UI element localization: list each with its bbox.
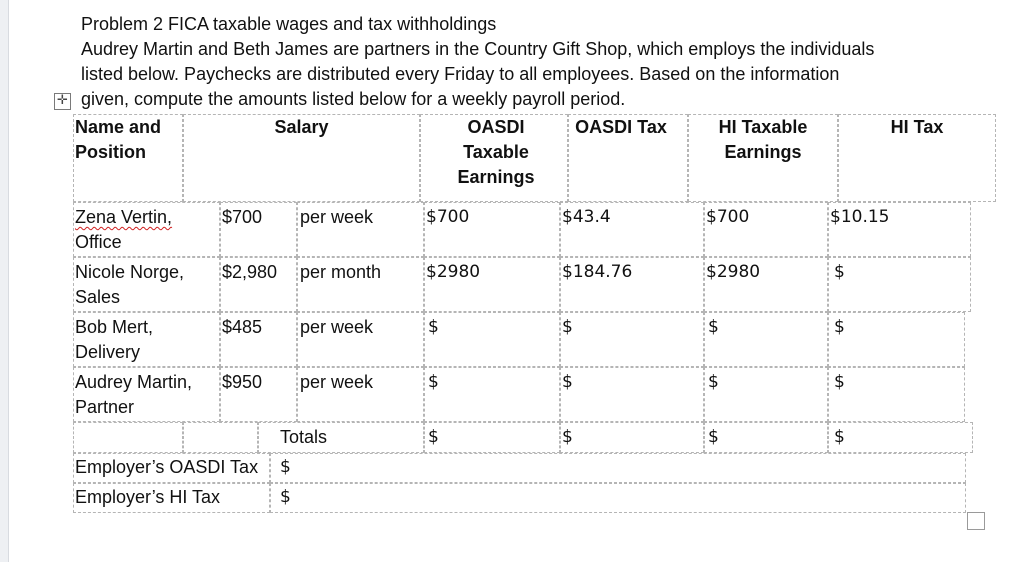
hi-taxable-value[interactable]: $: [708, 317, 719, 337]
employee-salary: $700: [222, 207, 263, 227]
employer-hi-label: Employer’s HI Tax: [75, 487, 221, 507]
employee-name: Audrey Martin,: [75, 372, 193, 392]
oasdi-tax-value[interactable]: $184.76: [562, 262, 633, 282]
hi-taxable-value[interactable]: $: [708, 372, 719, 392]
header-oasdi-taxable-line1: OASDI: [467, 117, 525, 137]
cell-totals-blank: [73, 422, 183, 453]
cell-oasdi-taxable: [424, 367, 560, 422]
page-left-margin: [0, 0, 9, 562]
table-move-icon[interactable]: ✛: [54, 93, 71, 110]
problem-text-line: Audrey Martin and Beth James are partners in the Country Gift Shop, which employs the individuals: [81, 39, 875, 59]
cell-total-oasdi-taxable: [424, 422, 560, 453]
cell-oasdi-tax: [560, 367, 704, 422]
employer-hi-value[interactable]: $: [280, 487, 291, 507]
employee-position: Office: [75, 232, 122, 252]
header-oasdi-taxable-line3: Earnings: [457, 167, 535, 187]
total-oasdi-taxable-value[interactable]: $: [428, 427, 439, 447]
cell-hi-tax: [828, 312, 965, 367]
oasdi-taxable-value[interactable]: $: [428, 317, 439, 337]
header-hi-tax: HI Tax: [890, 117, 944, 137]
cell-oasdi-tax: [560, 312, 704, 367]
pay-period: per month: [300, 262, 382, 282]
cell-total-oasdi-tax: [560, 422, 704, 453]
employee-name-text: Zena Vertin,: [75, 207, 173, 227]
hi-tax-value[interactable]: $: [834, 372, 845, 392]
hi-tax-value[interactable]: $: [834, 262, 845, 282]
hi-tax-value[interactable]: $10.15: [830, 207, 890, 227]
table-resize-icon[interactable]: [967, 512, 985, 530]
cell-total-hi-tax: [828, 422, 973, 453]
cell-employer-hi-value: [270, 483, 966, 513]
oasdi-taxable-value[interactable]: $700: [426, 207, 470, 227]
cell-hi-taxable: [704, 312, 828, 367]
header-salary: Salary: [274, 117, 329, 137]
cell-hi-tax: [828, 367, 965, 422]
pay-period: per week: [300, 372, 374, 392]
cell-oasdi-taxable: [424, 312, 560, 367]
header-hi-taxable-line2: Earnings: [724, 142, 802, 162]
employee-position: Delivery: [75, 342, 141, 362]
header-hi-taxable-line1: HI Taxable: [718, 117, 808, 137]
employee-salary: $485: [222, 317, 263, 337]
pay-period: per week: [300, 317, 374, 337]
hi-taxable-value[interactable]: $700: [706, 207, 750, 227]
header-name-line1: Name and: [75, 117, 162, 137]
oasdi-tax-value[interactable]: $: [562, 317, 573, 337]
oasdi-taxable-value[interactable]: $: [428, 372, 439, 392]
cell-total-hi-taxable: [704, 422, 828, 453]
employee-name: [75, 205, 172, 230]
total-hi-tax-value[interactable]: $: [834, 427, 845, 447]
problem-title: Problem 2 FICA taxable wages and tax withholdings: [81, 14, 497, 34]
employee-salary: $950: [222, 372, 263, 392]
oasdi-tax-value[interactable]: $43.4: [562, 207, 611, 227]
hi-tax-value[interactable]: $: [834, 317, 845, 337]
cell-hi-taxable: [704, 367, 828, 422]
header-oasdi-tax: OASDI Tax: [575, 117, 667, 137]
totals-label: Totals: [280, 427, 328, 447]
employee-position: Partner: [75, 397, 135, 417]
problem-text-line: listed below. Paychecks are distributed every Friday to all employees. Based on the information: [81, 64, 840, 84]
employee-name: Bob Mert,: [75, 317, 154, 337]
employee-position: Sales: [75, 287, 121, 307]
total-hi-taxable-value[interactable]: $: [708, 427, 719, 447]
hi-taxable-value[interactable]: $2980: [706, 262, 761, 282]
cell-totals-blank: [183, 422, 258, 453]
employee-name: Nicole Norge,: [75, 262, 185, 282]
oasdi-tax-value[interactable]: $: [562, 372, 573, 392]
employer-oasdi-value[interactable]: $: [280, 457, 291, 477]
employer-oasdi-label: Employer’s OASDI Tax: [75, 457, 259, 477]
cell-hi-tax: [828, 257, 971, 312]
pay-period: per week: [300, 207, 374, 227]
employee-salary: $2,980: [222, 262, 278, 282]
header-name-line2: Position: [75, 142, 146, 162]
oasdi-taxable-value[interactable]: $2980: [426, 262, 481, 282]
problem-text-line: given, compute the amounts listed below for a weekly payroll period.: [81, 89, 626, 109]
header-oasdi-taxable-line2: Taxable: [463, 142, 529, 162]
problem-intro: [81, 12, 1001, 112]
total-oasdi-tax-value[interactable]: $: [562, 427, 573, 447]
cell-employer-oasdi-value: [270, 453, 966, 483]
